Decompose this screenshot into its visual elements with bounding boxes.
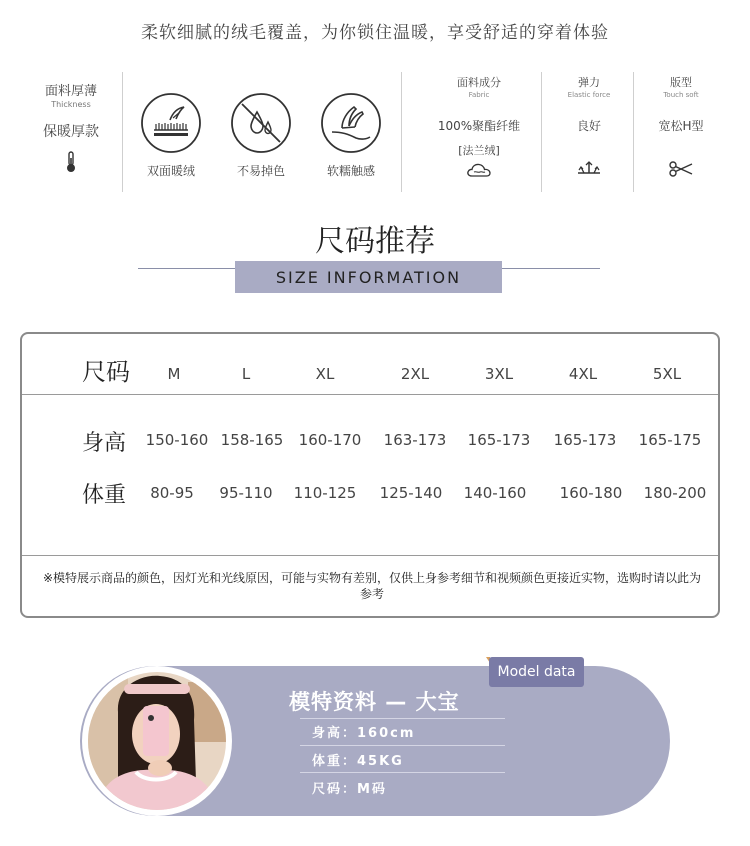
spec-value: 宽松H型 [658,119,704,133]
size-XL: XL [315,365,335,383]
thickness-label-en: Thickness [51,100,91,109]
feature-label: 双面暖绒 [146,164,195,178]
row-label-height: 身高 [82,431,127,456]
thickness-block [28,80,114,177]
spec-elastic [550,74,628,178]
spec-label-en: Touch soft [663,91,699,99]
model-size: 尺码：M码 [312,782,387,797]
model-title: 模特资料 — 大宝 [289,690,460,714]
divider [633,72,634,192]
cloud-icon [466,162,492,178]
note-divider [22,555,718,556]
feature-no-fade [216,92,306,179]
spec-value: 100%聚酯纤维 [437,119,521,133]
feature-soft-touch [306,92,396,179]
weight-cell: 80-95 [150,484,194,502]
size-M: M [167,365,181,383]
height-cell: 165-173 [553,431,617,449]
thermometer-icon [65,151,77,173]
weight-cell: 140-160 [463,484,527,502]
row-divider [300,718,505,719]
weight-cell: 110-125 [293,484,357,502]
spec-fit [642,74,720,178]
weight-cell: 95-110 [219,484,273,502]
height-cell: 160-170 [298,431,362,449]
model-photo-image [88,672,226,810]
thickness-value: 保暖厚款 [43,124,99,140]
feature-fleece [126,92,216,179]
feature-label: 软糯触感 [326,164,375,178]
model-photo [88,672,226,810]
height-cell: 163-173 [383,431,447,449]
spec-value-2: [法兰绒] [458,144,500,157]
size-5XL: 5XL [652,365,682,383]
weight-cell: 180-200 [643,484,707,502]
divider [122,72,123,192]
spec-fabric [424,74,534,178]
disclaimer-note: ※模特展示商品的颜色，因灯光和光线原因，可能与实物有差别，仅供上身参考细节和视频颜色更接近实物，选购时请以此为参考 [42,571,702,601]
spec-label: 面料成分 [457,76,501,89]
fleece-icon [140,92,202,154]
tagline: 柔软细腻的绒毛覆盖，为你锁住温暖，享受舒适的穿着体验 [141,23,609,43]
row-divider [300,772,505,773]
thickness-label: 面料厚薄 [44,84,97,99]
weight-cell: 125-140 [379,484,443,502]
divider [401,72,402,192]
row-label-weight: 体重 [82,483,127,508]
height-cell: 158-165 [220,431,284,449]
spec-value: 良好 [576,119,601,133]
feature-label: 不易掉色 [236,164,285,178]
spec-label: 版型 [670,76,692,89]
height-cell: 150-160 [145,431,209,449]
model-height: 身高：160cm [312,726,416,741]
header-divider [22,394,718,395]
row-divider [300,745,505,746]
divider [541,72,542,192]
spec-label: 弹力 [578,76,600,89]
stretch-arrows-icon [576,160,602,178]
soft-touch-icon [320,92,382,154]
height-cell: 165-175 [638,431,702,449]
spec-label-en: Elastic force [567,91,611,99]
size-4XL: 4XL [568,365,598,383]
model-weight: 体重：45KG [312,754,404,769]
size-2XL: 2XL [400,365,430,383]
section-subtitle: SIZE INFORMATION [235,261,502,293]
weight-cell: 160-180 [559,484,623,502]
section-title: 尺码推荐 [315,224,435,259]
height-cell: 165-173 [467,431,531,449]
no-fade-drop-icon [230,92,292,154]
size-header-label: 尺码 [82,358,130,386]
size-L: L [241,365,251,383]
feature-strip [0,68,750,196]
spec-label-en: Fabric [468,91,490,99]
model-data-tag: Model data [489,657,584,687]
size-table [20,332,720,618]
size-3XL: 3XL [484,365,514,383]
scissors-icon [668,160,694,178]
